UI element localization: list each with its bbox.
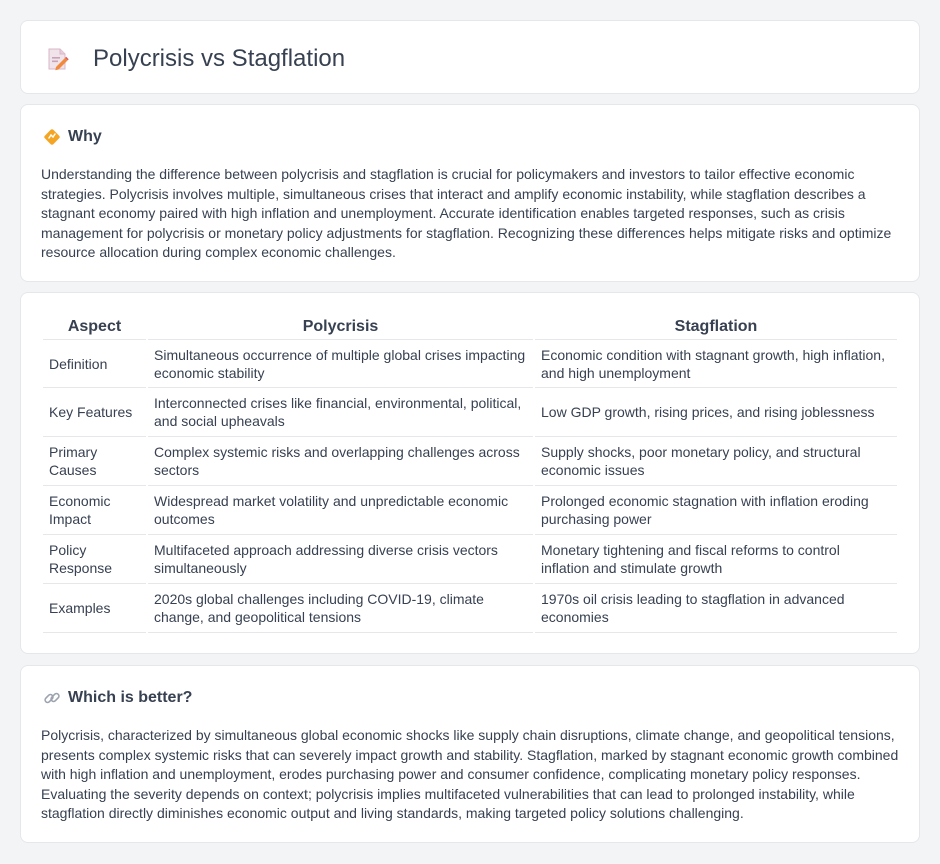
row-polycrisis: Complex systemic risks and overlapping challenges across sectors [148,437,533,486]
better-heading [43,688,192,708]
row-aspect: Primary Causes [43,437,146,486]
header-card [20,20,920,94]
table-row [43,437,897,486]
row-aspect: Policy Response [43,535,146,584]
table-header-row [43,315,897,339]
row-polycrisis: Simultaneous occurrence of multiple global crises impacting economic stability [148,339,533,388]
diamond-warning-icon [43,128,61,146]
why-body: Understanding the difference between polycrisis and stagflation is crucial for policymakers and investors to tailor effective economic strategies. Polycrisis involves multiple, simultaneous crises that interact and amplify economic instability, while stagflation describes a stagnant economy paired with high inflation and unemployment. Accurate identification enables targeted responses, such as crisis management for polycrisis or monetary policy adjustments for stagflation. Recognizing these differences helps mitigate risks and optimize resource allocation during complex economic challenges. [41,166,892,261]
header-polycrisis: Polycrisis [302,318,379,335]
table-row [43,584,897,633]
row-aspect: Examples [43,584,146,633]
better-title: Which is better? [68,689,193,706]
row-aspect: Key Features [43,388,146,437]
table-row [43,388,897,437]
comparison-card [20,292,920,654]
row-aspect: Economic Impact [43,486,146,535]
better-section [20,665,920,843]
row-stagflation: Prolonged economic stagnation with inflation eroding purchasing power [535,486,897,535]
header-stagflation: Stagflation [674,318,758,335]
header-aspect: Aspect [67,318,122,335]
page-title: Polycrisis vs Stagflation [93,45,346,72]
table-row [43,339,897,388]
row-polycrisis: Multifaceted approach addressing diverse crisis vectors simultaneously [148,535,533,584]
link-icon [43,689,61,707]
better-body: Polycrisis, characterized by simultaneous global economic shocks like supply chain disruptions, climate change, and geopolitical tensions, presents complex systemic risks that can severely impact growth and stability. Stagflation, marked by stagnant economic growth combined with high inflation and unemployment, erodes purchasing power and consumer confidence, complicating monetary policy responses. Evaluating the severity depends on context; polycrisis implies multifaceted vulnerabilities that can lead to prolonged instability, while stagflation directly diminishes economic output and living standards, making targeted policy solutions challenging. [41,727,899,822]
why-title: Why [68,128,102,145]
comparison-table [41,315,899,633]
row-stagflation: Supply shocks, poor monetary policy, and structural economic issues [535,437,897,486]
row-polycrisis: 2020s global challenges including COVID-19, climate change, and geopolitical tensions [148,584,533,633]
row-aspect: Definition [43,339,146,388]
why-heading [43,127,102,147]
row-stagflation: Monetary tightening and fiscal reforms to control inflation and stimulate growth [535,535,897,584]
table-row [43,486,897,535]
row-polycrisis: Interconnected crises like financial, environmental, political, and social upheavals [148,388,533,437]
why-section [20,104,920,282]
document-pencil-icon [47,47,69,71]
row-polycrisis: Widespread market volatility and unpredictable economic outcomes [148,486,533,535]
row-stagflation: Low GDP growth, rising prices, and rising joblessness [535,388,897,437]
row-stagflation: 1970s oil crisis leading to stagflation in advanced economies [535,584,897,633]
table-row [43,535,897,584]
row-stagflation: Economic condition with stagnant growth, high inflation, and high unemployment [535,339,897,388]
